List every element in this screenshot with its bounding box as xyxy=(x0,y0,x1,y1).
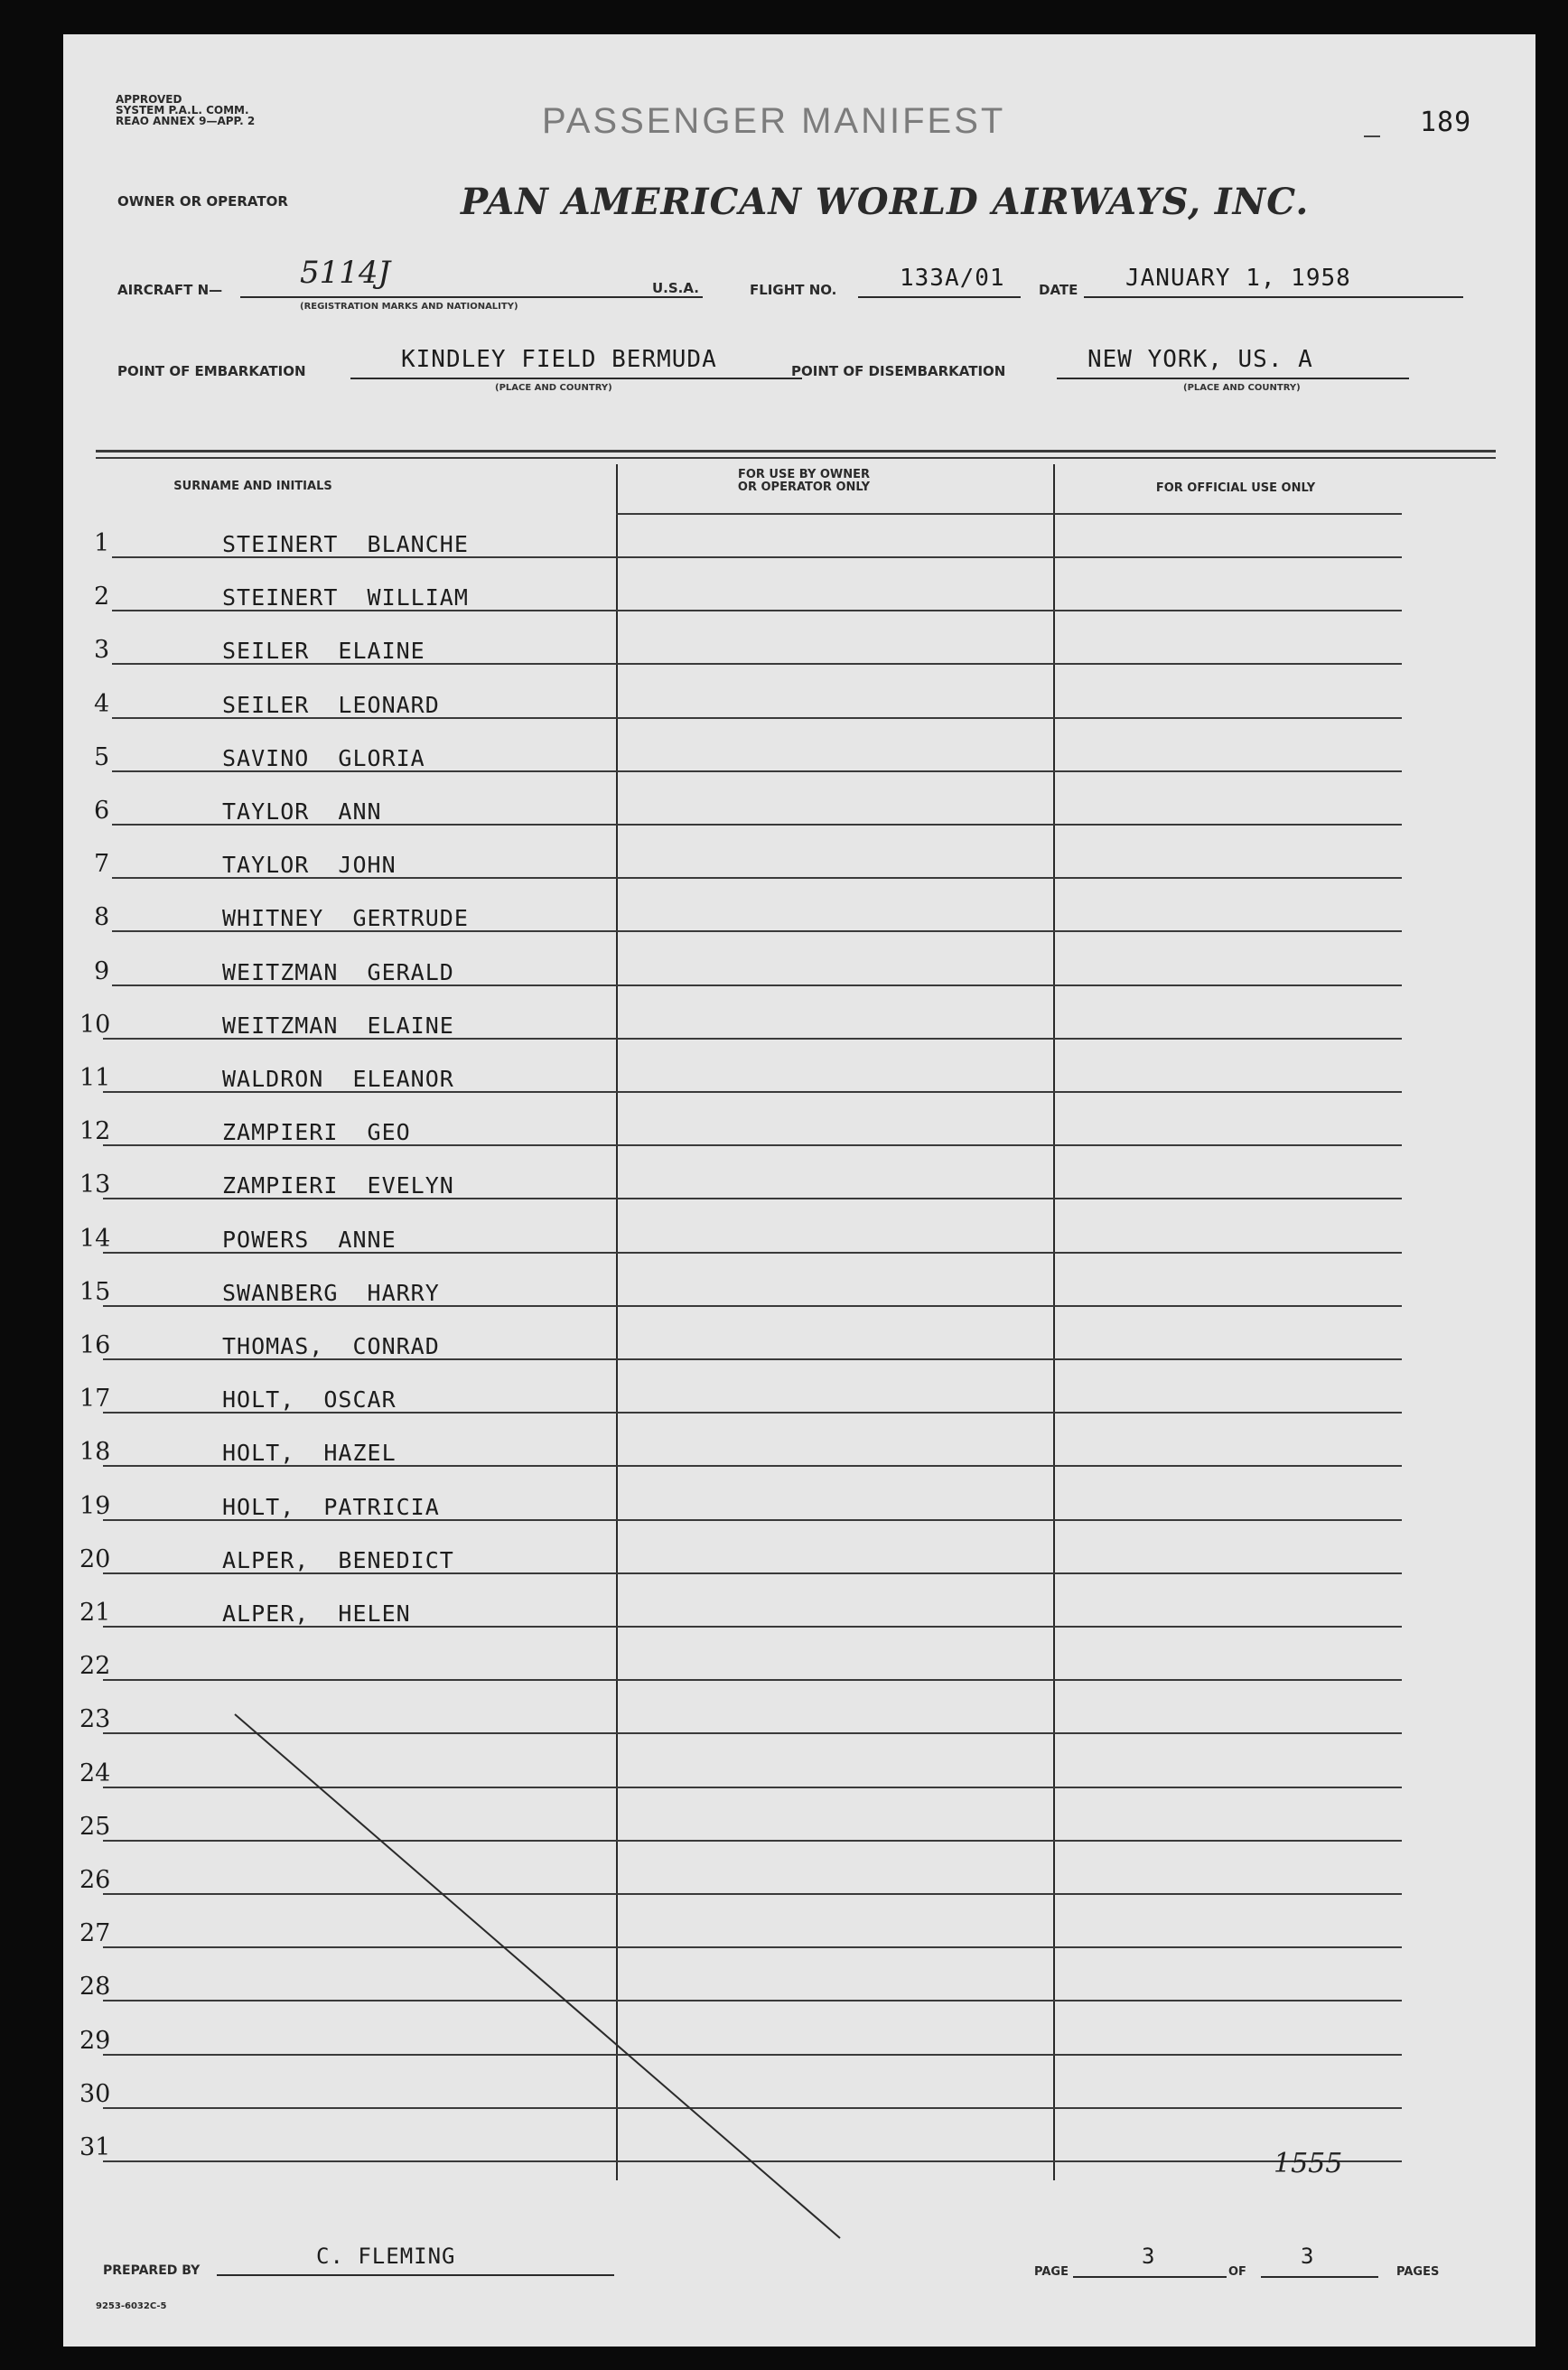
prepared-underline xyxy=(217,2274,614,2276)
row-number: 26 xyxy=(79,1866,111,1894)
embark-sub: (PLACE AND COUNTRY) xyxy=(495,383,612,393)
passenger-surname: ALPER, xyxy=(222,1546,310,1573)
usa-label: U.S.A. xyxy=(652,280,699,296)
passenger-given-name: ELAINE xyxy=(338,638,425,665)
row-number: 14 xyxy=(79,1224,111,1253)
passenger-given-name: GLORIA xyxy=(338,744,425,771)
disembark-sub: (PLACE AND COUNTRY) xyxy=(1183,383,1301,393)
passenger-given-name: PATRICIA xyxy=(323,1493,440,1520)
passenger-surname: POWERS xyxy=(222,1226,310,1253)
passenger-surname: ALPER, xyxy=(222,1600,310,1627)
col-surname: SURNAME AND INITIALS xyxy=(173,480,332,493)
row-number: 29 xyxy=(79,2026,111,2055)
passenger-given-name: GERALD xyxy=(367,958,454,985)
passenger-surname: HOLT, xyxy=(222,1440,295,1467)
passenger-given-name: JOHN xyxy=(338,852,397,879)
passenger-given-name: HAZEL xyxy=(323,1440,397,1467)
pages-label: PAGES xyxy=(1396,2265,1440,2279)
row-number: 1 xyxy=(94,529,110,557)
passenger-surname: WEITZMAN xyxy=(222,1012,339,1039)
passenger-surname: WEITZMAN xyxy=(222,958,339,985)
page-title: PASSENGER MANIFEST xyxy=(542,101,1006,141)
passenger-surname: ZAMPIERI xyxy=(222,1119,339,1146)
col-official-use: FOR OFFICIAL USE ONLY xyxy=(1155,481,1316,495)
row-number: 22 xyxy=(79,1652,111,1681)
owner-label: OWNER OR OPERATOR xyxy=(117,193,288,210)
passenger-surname: SEILER xyxy=(222,638,310,665)
registration-sub: (REGISTRATION MARKS AND NATIONALITY) xyxy=(300,302,518,312)
passenger-given-name: ELAINE xyxy=(367,1012,454,1039)
row-number: 25 xyxy=(79,1812,111,1841)
disembark-label: POINT OF DISEMBARKATION xyxy=(791,363,1006,379)
aircraft-value: 5114J xyxy=(300,255,391,291)
passenger-given-name: GEO xyxy=(367,1119,411,1146)
passenger-given-name: ELEANOR xyxy=(352,1066,454,1092)
passenger-given-name: ANNE xyxy=(338,1226,397,1253)
owner-value: PAN AMERICAN WORLD AIRWAYS, INC. xyxy=(461,181,1310,223)
row-number: 31 xyxy=(79,2133,111,2161)
passenger-surname: HOLT, xyxy=(222,1386,295,1414)
passenger-surname: SWANBERG xyxy=(222,1279,339,1306)
passenger-surname: TAYLOR xyxy=(222,852,310,879)
passenger-surname: TAYLOR xyxy=(222,798,310,825)
row-number: 2 xyxy=(94,583,110,611)
passenger-surname: THOMAS, xyxy=(222,1333,324,1359)
page-underline xyxy=(1073,2276,1227,2278)
of-label: OF xyxy=(1228,2265,1246,2279)
approval-line-3: REAO ANNEX 9—APP. 2 xyxy=(116,115,256,127)
row-number: 15 xyxy=(79,1277,111,1306)
manifest-sheet xyxy=(63,34,1535,2347)
page-value: 3 xyxy=(1142,2244,1156,2269)
passenger-given-name: HELEN xyxy=(338,1600,411,1627)
row-number: 17 xyxy=(79,1385,111,1414)
embark-label: POINT OF EMBARKATION xyxy=(117,363,306,379)
page-label: PAGE xyxy=(1034,2265,1069,2279)
passenger-given-name: BLANCHE xyxy=(367,531,469,557)
approval-line-2: SYSTEM P.A.L. COMM. xyxy=(116,104,249,117)
passenger-given-name: BENEDICT xyxy=(338,1546,454,1573)
date-label: DATE xyxy=(1039,282,1078,298)
row-number: 23 xyxy=(79,1705,111,1734)
passenger-surname: WHITNEY xyxy=(222,905,324,932)
row-number: 7 xyxy=(94,850,110,879)
prepared-value: C. FLEMING xyxy=(316,2244,456,2269)
cancel-strike xyxy=(63,34,1535,2347)
row-number: 28 xyxy=(79,1973,111,2001)
form-number: 9253-6032C-5 xyxy=(96,2301,167,2311)
flight-label: FLIGHT NO. xyxy=(750,282,837,298)
row-number: 11 xyxy=(79,1064,111,1092)
row-number: 10 xyxy=(79,1010,111,1039)
of-value: 3 xyxy=(1301,2244,1315,2269)
row-number: 6 xyxy=(94,797,110,825)
passenger-surname: STEINERT xyxy=(222,531,339,557)
approval-line-1: APPROVED xyxy=(116,93,182,106)
flight-value: 133A/01 xyxy=(900,265,1005,292)
aircraft-label: AIRCRAFT N— xyxy=(117,282,223,298)
page-number: 189 xyxy=(1420,107,1472,138)
col-owner-use: FOR USE BY OWNER OR OPERATOR ONLY xyxy=(737,468,871,494)
passenger-given-name: HARRY xyxy=(367,1279,440,1306)
row-number: 9 xyxy=(94,956,110,985)
passenger-surname: HOLT, xyxy=(222,1493,295,1520)
row-number: 13 xyxy=(79,1171,111,1199)
embark-value: KINDLEY FIELD BERMUDA xyxy=(401,346,717,373)
passenger-surname: ZAMPIERI xyxy=(222,1172,339,1199)
official-note: 1555 xyxy=(1274,2148,1343,2179)
row-number: 8 xyxy=(94,903,110,932)
row-number: 24 xyxy=(79,1759,111,1787)
disembark-value: NEW YORK, US. A xyxy=(1087,346,1313,373)
row-number: 19 xyxy=(79,1491,111,1520)
passenger-given-name: CONRAD xyxy=(352,1333,440,1359)
row-number: 3 xyxy=(94,636,110,665)
passenger-surname: WALDRON xyxy=(222,1066,324,1092)
passenger-given-name: ANN xyxy=(338,798,382,825)
of-underline xyxy=(1261,2276,1378,2278)
row-number: 18 xyxy=(79,1438,111,1467)
passenger-given-name: EVELYN xyxy=(367,1172,454,1199)
passenger-given-name: LEONARD xyxy=(338,691,440,718)
date-value: JANUARY 1, 1958 xyxy=(1125,265,1351,292)
prepared-label: PREPARED BY xyxy=(103,2263,201,2278)
passenger-surname: SAVINO xyxy=(222,744,310,771)
passenger-given-name: GERTRUDE xyxy=(352,905,469,932)
row-number: 4 xyxy=(94,689,110,718)
row-number: 12 xyxy=(79,1117,111,1146)
passenger-surname: SEILER xyxy=(222,691,310,718)
row-number: 20 xyxy=(79,1544,111,1573)
row-number: 30 xyxy=(79,2079,111,2108)
row-number: 16 xyxy=(79,1331,111,1359)
passenger-given-name: WILLIAM xyxy=(367,584,469,611)
passenger-surname: STEINERT xyxy=(222,584,339,611)
row-number: 5 xyxy=(94,742,110,771)
passenger-given-name: OSCAR xyxy=(323,1386,397,1414)
row-number: 21 xyxy=(79,1599,111,1627)
row-number: 27 xyxy=(79,1919,111,1948)
